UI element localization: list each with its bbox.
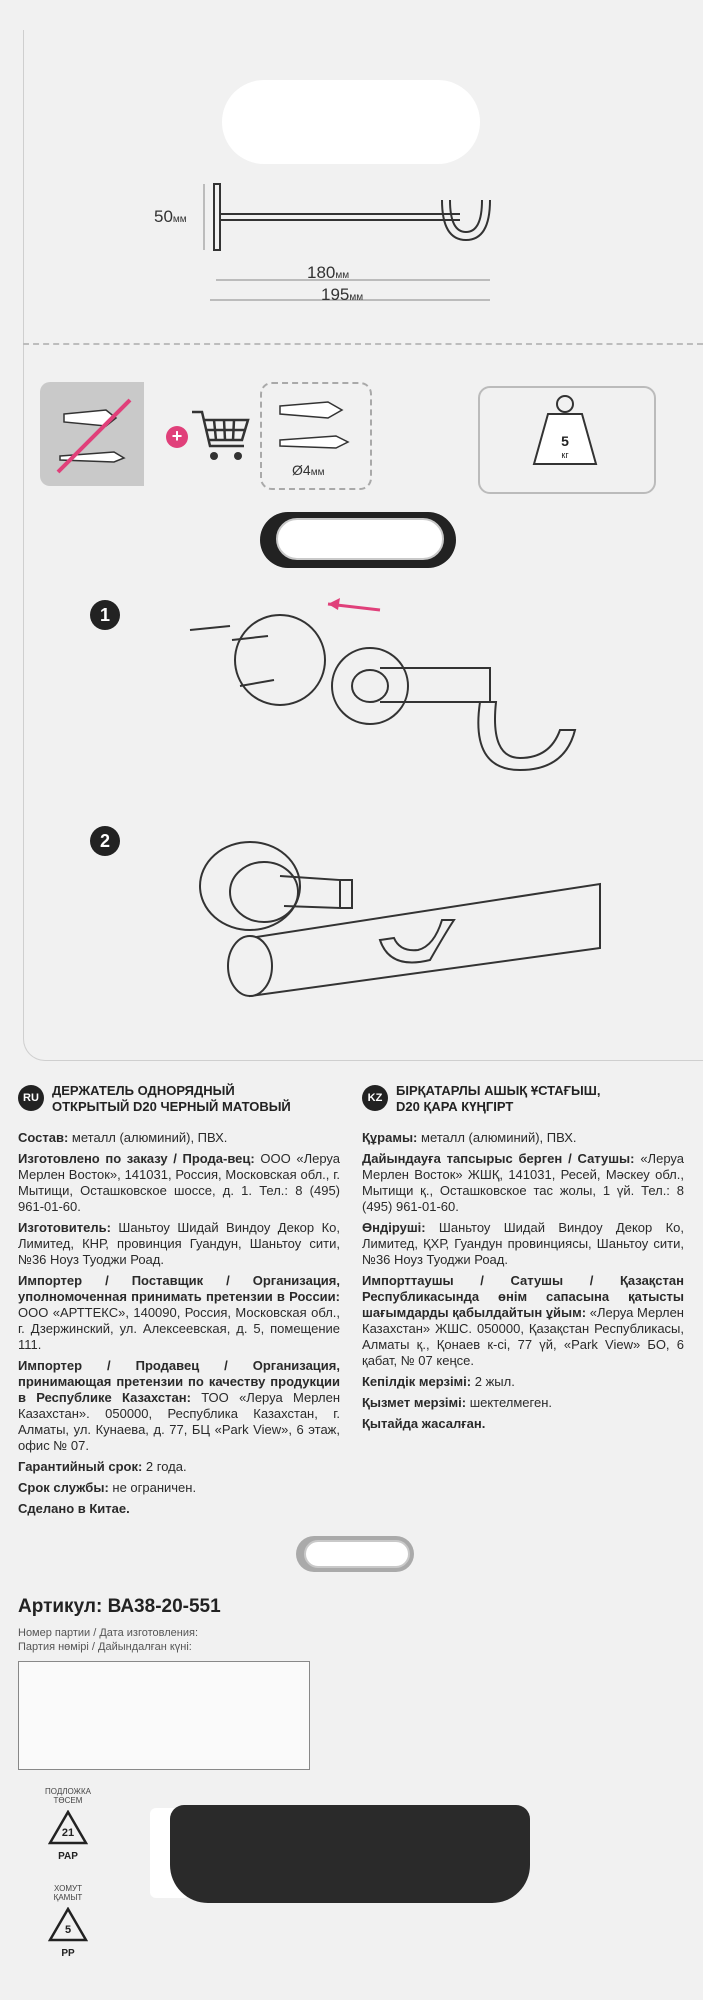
recycle-code-pp: PP	[61, 1948, 75, 1959]
load-value: 5	[561, 433, 569, 449]
batch-label-ru: Номер партии / Дата изготовления:	[18, 1627, 199, 1639]
kz-badge: KZ	[362, 1085, 388, 1111]
no-fasteners-icon	[44, 386, 140, 482]
length-long-dimension: 195мм	[321, 285, 364, 304]
kz-title-line1: БІРҚАТАРЛЫ АШЫҚ ҰСТАҒЫШ,	[396, 1083, 601, 1098]
black-clamp-part	[170, 1805, 530, 1903]
kz-text: Құрамы: металл (алюминий), ПВХ. Дайындауға тапсырыс берген / Сатушы: «Леруа Мерлен Восток» ЖШҚ, 141031, Ресей, Мәскеу обл., Мытищи қ., Осташковское тас жолы, 1 үй. Тел.: 8 (495) 961-01-60. Өндіруші: Шаньтоу Шидай Виндоу Декор Ко, Лимитед, ҚХР, Гуандун провинциясы, Шаньтоу сити, №36 Ноуз Туоджи Роад. Импорттаушы / Сатушы / Қазақстан Республикасында өнім сапасына қатысты шағымдарды қабылдайтын ұйым: «Леруа Мерлен Казахстан» ЖШС. 050000, Қазақстан Республикасы, Алматы қ., Қонаев к-сі, 77 үй, «Park View» БО, 6 қабат, № 07 кеңсе. Кепілдік мерзімі: 2 жыл. Қызмет мерзімі: шектелмеген. Қытайда жасалған.	[362, 1130, 684, 1431]
ru-title-line1: ДЕРЖАТЕЛЬ ОДНОРЯДНЫЙ	[52, 1083, 235, 1098]
kz-title-line2: D20 ҚАРА КҮҢГІРТ	[396, 1099, 514, 1114]
ru-title-line2: ОТКРЫТЫЙ D20 ЧЕРНЫЙ МАТОВЫЙ	[52, 1099, 291, 1114]
step-1-illustration	[170, 590, 590, 780]
recycle-number-pap: 21	[61, 1827, 75, 1839]
kz-title	[396, 1083, 686, 1115]
hang-hole	[222, 80, 480, 164]
dimension-drawing	[140, 180, 500, 310]
clip-slot-lower	[304, 1540, 410, 1568]
divider-line	[23, 343, 703, 345]
dowel-screw-icon	[272, 392, 362, 462]
recycling-caption-1: ПОДЛОЖКА ТӨСЕМ	[45, 1787, 91, 1805]
clip-slot-upper	[276, 518, 444, 560]
step-2-illustration	[190, 820, 610, 1000]
batch-field	[18, 1661, 310, 1770]
ru-title	[52, 1083, 342, 1115]
length-short-dimension: 180мм	[307, 263, 350, 282]
ru-text: Состав: металл (алюминий), ПВХ. Изготовлено по заказу / Прода-вец: ООО «Леруа Мерлен Восток», 141031, Россия, Московская обл., г. Мытищи, Осташковское шоссе, д. 1. Тел.: 8 (495) 961-01-60. Изготовитель: Шаньтоу Шидай Виндоу Декор Ко, Лимитед, КНР, провинция Гуандун, Шаньтоу сити, №36 Ноуз Туоджи Роад. Импортер / Поставщик / Организация, уполномоченная принимать претензии в России: ООО «АРТТЕКС», 140090, Россия, Московская обл., г. Дзержинский, ул. Алексеевская, д. 5, помещение 111. Импортер / Продавец / Организация, принимающая претензии по качеству продукции в Республике Казахстан: ТОО «Леруа Мерлен Казахстан». 050000, Республика Казахстан, г. Алматы, ул. Кунаева, д. 77, БЦ «Park View», 6 этаж, офис № 07. Гарантийный срок: 2 года. Срок службы: не ограничен. Сделано в Китае.	[18, 1130, 341, 1516]
cart-icon	[190, 406, 254, 466]
recycle-code-pap: PAP	[58, 1851, 78, 1862]
recycling-caption-2: ХОМУТ ҚАМЫТ	[53, 1884, 83, 1902]
step-1-badge: 1	[90, 600, 120, 630]
recycle-number-pp: 5	[64, 1924, 72, 1936]
article-number: Артикул: ВА38-20-551	[18, 1596, 221, 1617]
step-2-badge: 2	[90, 826, 120, 856]
batch-label-kz: Партия нөмірі / Дайындалған күні:	[18, 1641, 192, 1653]
ru-badge: RU	[18, 1085, 44, 1111]
drill-diameter: Ø4мм	[292, 462, 325, 478]
height-dimension: 50мм	[154, 207, 187, 226]
load-unit: кг	[561, 450, 569, 460]
plus-icon: +	[166, 426, 188, 448]
